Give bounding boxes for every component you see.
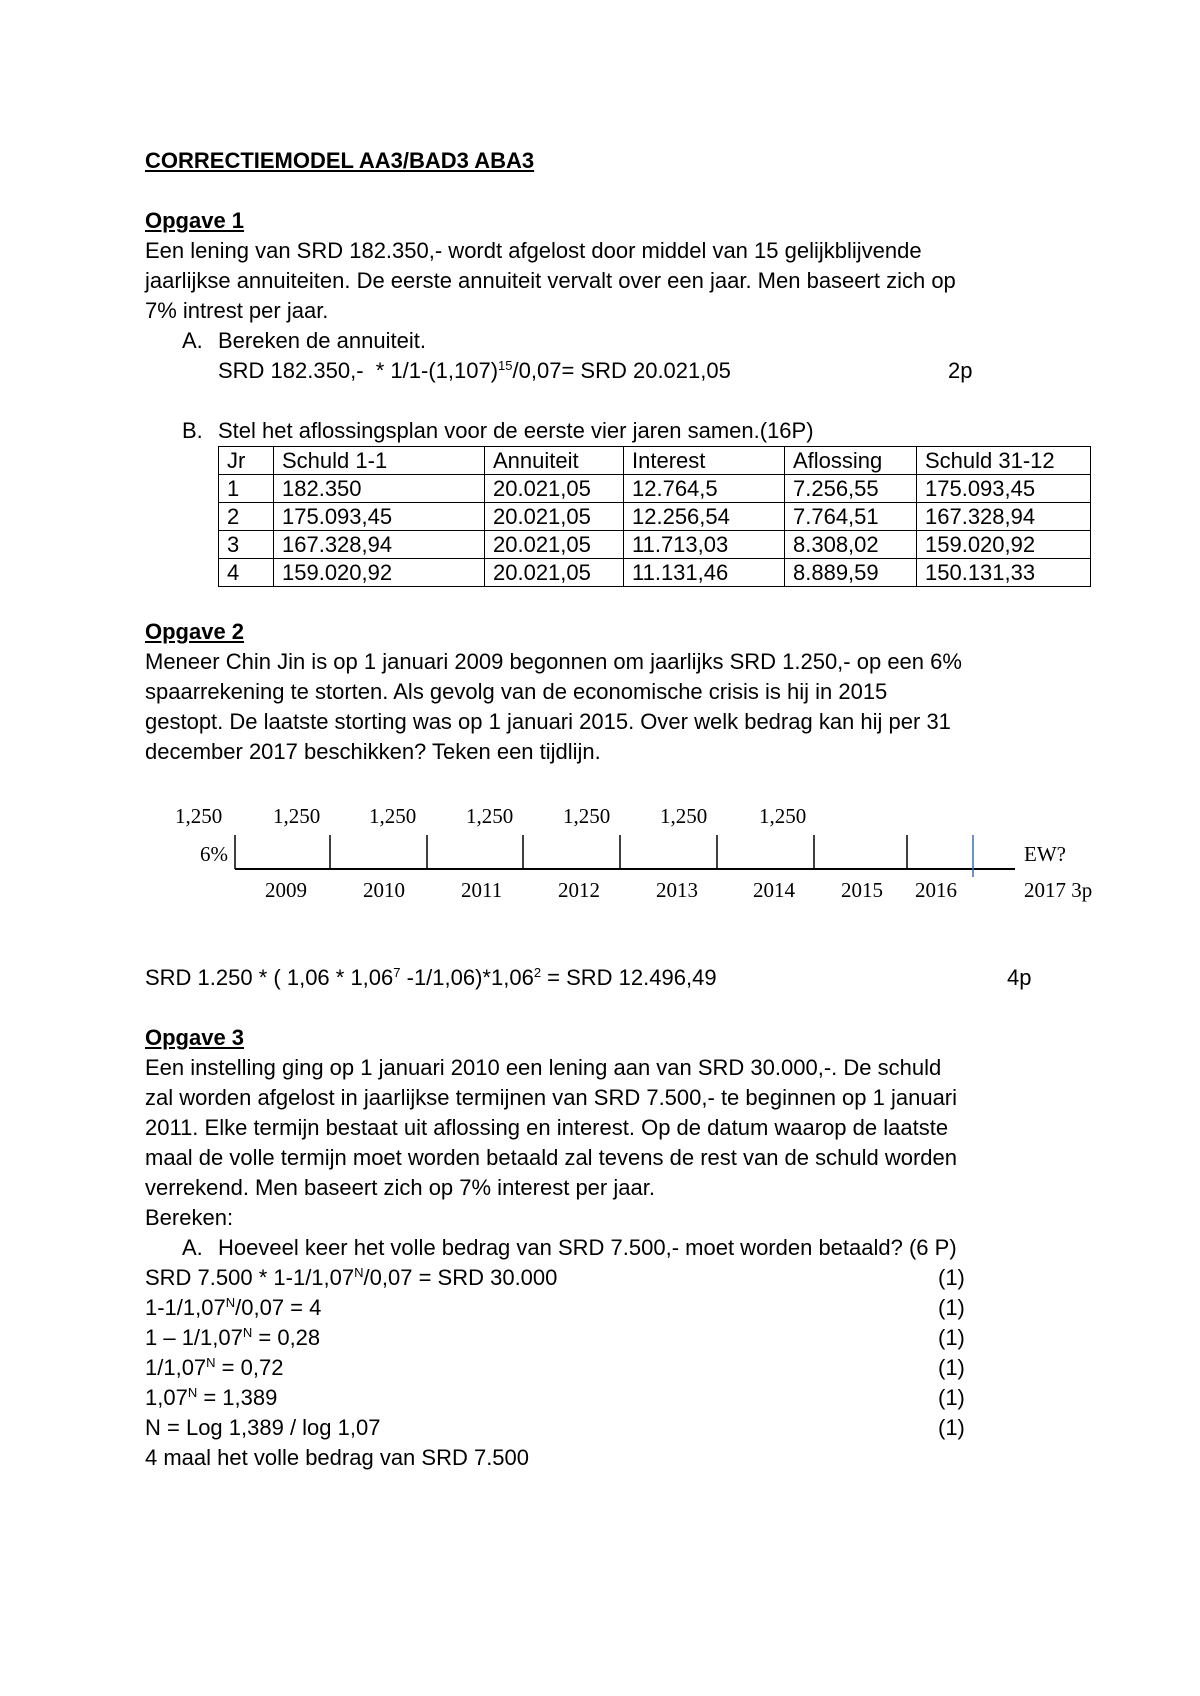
opgave3-text-line: verrekend. Men baseert zich op 7% interest per jaar. [145, 1175, 655, 1200]
bereken-label: Bereken: [145, 1205, 234, 1230]
opgave3-text-line: maal de volle termijn moet worden betaald zal tevens de rest van de schuld worden [145, 1145, 958, 1170]
formula-part: N = Log 1,389 / log 1,07 [145, 1415, 381, 1440]
document-page [145, 146, 1105, 1473]
calculation-step [145, 1263, 1105, 1293]
table-cell: 2 [219, 503, 274, 531]
table-cell: 159.020,92 [917, 531, 1091, 559]
formula-part: SRD 182.350,- * 1/1-(1,107) [218, 358, 499, 383]
deposit-label: 1,250 [563, 804, 611, 828]
deposit-label: 1,250 [175, 804, 223, 828]
opgave3-question-a [145, 1233, 1105, 1263]
opgave2-heading: Opgave 2 [145, 619, 245, 644]
calculation-step [145, 1413, 1105, 1443]
formula-part: SRD 1.250 * ( 1,06 * 1,06 [145, 965, 394, 990]
end-year-label: 2017 3p [1024, 878, 1093, 902]
table-cell: 175.093,45 [917, 475, 1091, 503]
table-row [219, 531, 1091, 559]
calculation-step [145, 1293, 1105, 1323]
opgave2-text-line: gestopt. De laatste storting was op 1 januari 2015. Over welk bedrag kan hij per 31 [145, 709, 951, 734]
opgave2-text-line: Meneer Chin Jin is op 1 januari 2009 begonnen om jaarlijks SRD 1.250,- op een 6% [145, 649, 962, 674]
table-header-cell: Interest [624, 447, 785, 475]
table-header-cell: Schuld 31-12 [917, 447, 1091, 475]
year-label: 2016 [915, 878, 957, 902]
opgave2-text-line: december 2017 beschikken? Teken een tijdlijn. [145, 739, 601, 764]
points-label: (1) [938, 1265, 965, 1290]
timeline-diagram [175, 797, 1105, 917]
opgave1-text-line: 7% intrest per jaar. [145, 298, 329, 323]
deposit-label: 1,250 [369, 804, 417, 828]
formula-part: /0,07 = SRD 30.000 [363, 1265, 558, 1290]
year-label: 2014 [753, 878, 795, 902]
opgave1-text-line: Een lening van SRD 182.350,- wordt afgelost door middel van 15 gelijkblijvende [145, 238, 922, 263]
question-label: A. [182, 1235, 203, 1260]
table-cell: 7.764,51 [785, 503, 917, 531]
points-label: 4p [1007, 965, 1032, 990]
rate-label: 6% [200, 842, 228, 866]
question-label: A. [182, 328, 203, 353]
opgave3-text-line: Een instelling ging op 1 januari 2010 een lening aan van SRD 30.000,-. De schuld [145, 1055, 942, 1080]
formula-part: 1/1,07 [145, 1355, 207, 1380]
table-row [219, 475, 1091, 503]
aflossingsplan-table [218, 446, 1091, 587]
table-cell: 12.764,5 [624, 475, 785, 503]
formula-part: = 0,28 [252, 1325, 321, 1350]
formula-exponent: N [225, 1295, 236, 1310]
opgave1-text-line: jaarlijkse annuiteiten. De eerste annuiteit vervalt over een jaar. Men baseert zich op [145, 268, 956, 293]
deposit-label: 1,250 [759, 804, 807, 828]
formula-exponent: 2 [533, 965, 542, 980]
opgave1-question-b [145, 416, 1105, 446]
table-cell: 8.308,02 [785, 531, 917, 559]
table-row [219, 559, 1091, 587]
table-header-cell: Annuiteit [485, 447, 624, 475]
year-label: 2013 [656, 878, 698, 902]
table-header-cell: Aflossing [785, 447, 917, 475]
table-cell: 8.889,59 [785, 559, 917, 587]
conclusion-text: 4 maal het volle bedrag van SRD 7.500 [145, 1445, 530, 1470]
table-cell: 4 [219, 559, 274, 587]
formula-exponent: N [242, 1325, 253, 1340]
table-header-row [219, 447, 1091, 475]
table-cell: 159.020,92 [274, 559, 485, 587]
table-header-cell: Jr [219, 447, 274, 475]
table-cell: 1 [219, 475, 274, 503]
formula-exponent: N [187, 1385, 198, 1400]
calculation-step [145, 1323, 1105, 1353]
points-label: (1) [938, 1325, 965, 1350]
table-cell: 20.021,05 [485, 475, 624, 503]
opgave3-heading: Opgave 3 [145, 1025, 245, 1050]
formula-part: /0,07 = 4 [235, 1295, 322, 1320]
table-cell: 20.021,05 [485, 503, 624, 531]
year-label: 2011 [461, 878, 503, 902]
deposit-label: 1,250 [273, 804, 321, 828]
table-cell: 167.328,94 [274, 531, 485, 559]
table-cell: 167.328,94 [917, 503, 1091, 531]
table-cell: 20.021,05 [485, 531, 624, 559]
question-text: Stel het aflossingsplan voor de eerste vier jaren samen.(16P) [218, 418, 814, 443]
calculation-step [145, 1353, 1105, 1383]
formula-exponent: 15 [498, 358, 513, 373]
formula-part: /0,07= SRD 20.021,05 [512, 358, 731, 383]
table-cell: 12.256,54 [624, 503, 785, 531]
opgave2-formula [145, 963, 1105, 993]
table-row [219, 503, 1091, 531]
year-label: 2009 [265, 878, 307, 902]
formula-exponent: N [206, 1355, 216, 1370]
table-cell: 175.093,45 [274, 503, 485, 531]
points-label: (1) [938, 1355, 965, 1380]
opgave3-text-line: 2011. Elke termijn bestaat uit aflossing en interest. Op de datum waarop de laatste [145, 1115, 949, 1140]
document-title: CORRECTIEMODEL AA3/BAD3 ABA3 [145, 148, 535, 173]
calculation-step [145, 1383, 1105, 1413]
deposit-label: 1,250 [660, 804, 708, 828]
formula-part: 1-1/1,07 [145, 1295, 226, 1320]
points-label: (1) [938, 1385, 965, 1410]
formula-part: 1 – 1/1,07 [145, 1325, 243, 1350]
formula-exponent: N [354, 1265, 364, 1280]
formula-exponent: 7 [393, 965, 401, 980]
formula-part: = SRD 12.496,49 [541, 965, 717, 990]
year-label: 2012 [558, 878, 600, 902]
opgave1-heading: Opgave 1 [145, 208, 245, 233]
points-label: 2p [948, 358, 973, 383]
end-value-label: EW? [1024, 842, 1066, 866]
year-label: 2015 [841, 878, 883, 902]
table-cell: 20.021,05 [485, 559, 624, 587]
table-cell: 11.131,46 [624, 559, 785, 587]
opgave1-question-a [145, 326, 1105, 356]
question-text: Hoeveel keer het volle bedrag van SRD 7.500,- moet worden betaald? (6 P) [218, 1235, 957, 1260]
question-text: Bereken de annuiteit. [218, 328, 426, 353]
table-cell: 7.256,55 [785, 475, 917, 503]
deposit-label: 1,250 [466, 804, 514, 828]
table-header-cell: Schuld 1-1 [274, 447, 485, 475]
table-cell: 11.713,03 [624, 531, 785, 559]
timeline-svg [175, 797, 1105, 917]
year-label: 2010 [363, 878, 405, 902]
formula-part: -1/1,06)*1,06 [400, 965, 534, 990]
table-cell: 150.131,33 [917, 559, 1091, 587]
table-cell: 3 [219, 531, 274, 559]
formula-part: SRD 7.500 * 1-1/1,07 [145, 1265, 355, 1290]
points-label: (1) [938, 1415, 965, 1440]
points-label: (1) [938, 1295, 965, 1320]
opgave1-formula [145, 356, 1105, 386]
opgave3-text-line: zal worden afgelost in jaarlijkse termijnen van SRD 7.500,- te beginnen op 1 januari [145, 1085, 958, 1110]
table-cell: 182.350 [274, 475, 485, 503]
formula-part: = 0,72 [215, 1355, 284, 1380]
question-label: B. [182, 418, 203, 443]
formula-part: 1,07 [145, 1385, 188, 1410]
opgave2-text-line: spaarrekening te storten. Als gevolg van de economische crisis is hij in 2015 [145, 679, 888, 704]
formula-part: = 1,389 [197, 1385, 278, 1410]
